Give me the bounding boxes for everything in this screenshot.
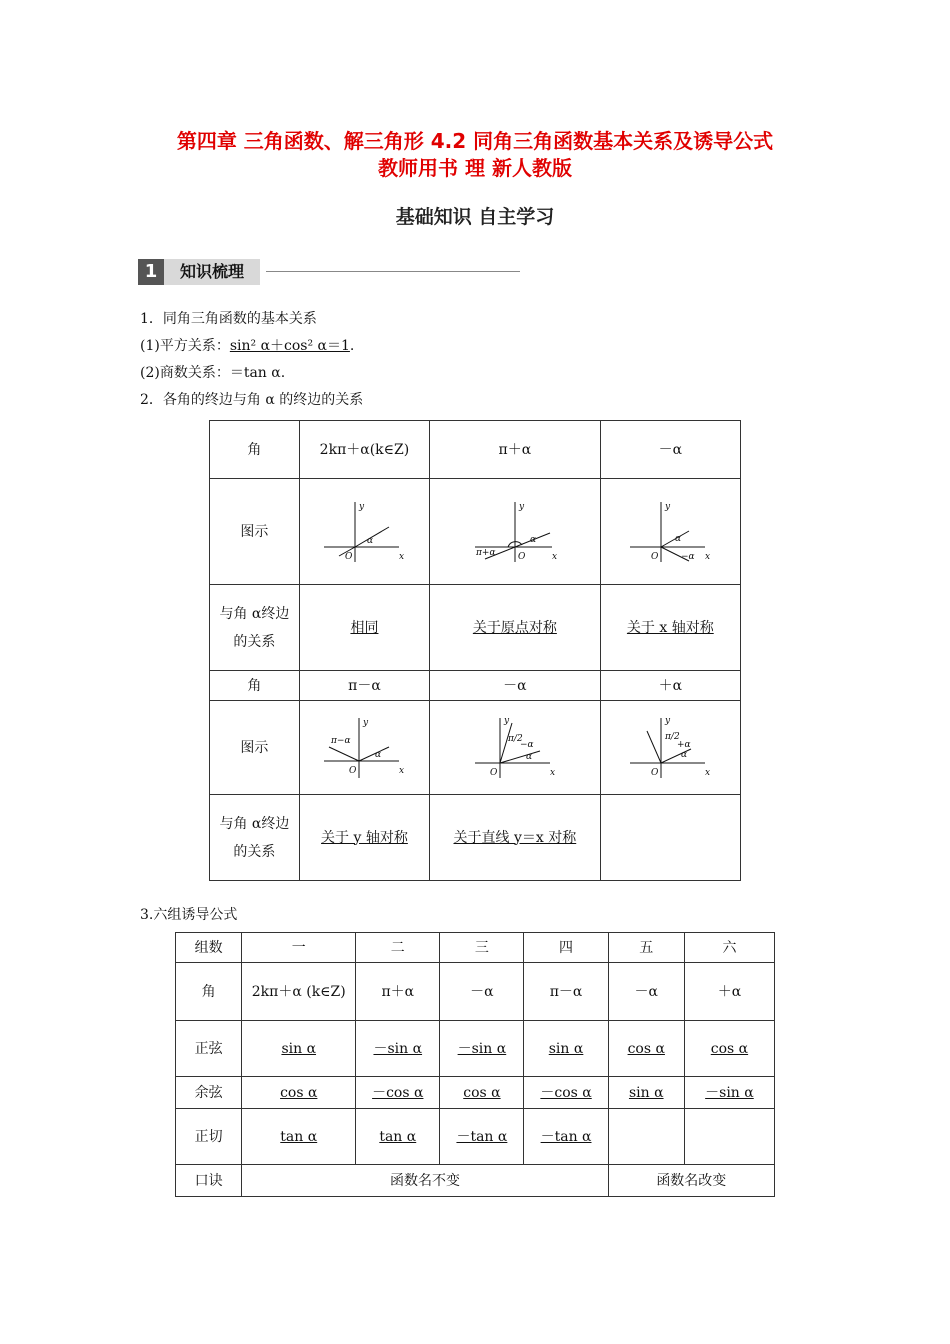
para-terminal-sides: 2．各角的终边与角 α 的终边的关系 xyxy=(140,392,364,408)
para-induction-formulas: 3.六组诱导公式 xyxy=(140,907,238,923)
svg-text:α: α xyxy=(529,534,536,545)
angle-cell: ＋α xyxy=(600,671,740,701)
figure-label: 图示 xyxy=(210,479,300,585)
svg-text:x: x xyxy=(399,765,405,776)
svg-text:α: α xyxy=(375,749,382,760)
sin-cell: sin α xyxy=(524,1021,608,1077)
relation-cell: 关于 x 轴对称 xyxy=(600,585,740,671)
cos-cell: －cos α xyxy=(524,1077,608,1109)
svg-text:y: y xyxy=(359,501,365,512)
svg-text:x: x xyxy=(705,551,711,562)
angle-cell: π＋α xyxy=(430,421,601,479)
svg-text:−α: −α xyxy=(681,551,695,562)
figure-cell xyxy=(299,479,429,585)
subheading: 基础知识 自主学习 xyxy=(395,206,555,228)
para-square-relation: (1)平方关系：sin² α＋cos² α＝1. xyxy=(140,338,355,354)
svg-text:+α: +α xyxy=(677,739,691,750)
svg-text:O: O xyxy=(349,765,357,776)
figure-label: 图示 xyxy=(210,701,300,795)
figure-origin-symmetry xyxy=(470,497,560,567)
para-quotient-relation: (2)商数关系：＝tan α. xyxy=(140,365,286,381)
row-label: 正切 xyxy=(176,1109,242,1165)
tan-cell: tan α xyxy=(356,1109,440,1165)
sin-cell: cos α xyxy=(608,1021,684,1077)
figure-cell xyxy=(600,701,740,795)
svg-text:x: x xyxy=(705,767,711,778)
angle-cell: －α xyxy=(440,963,524,1021)
header-cell: 一 xyxy=(242,933,356,963)
mnemonic-unchanged: 函数名不变 xyxy=(242,1165,608,1197)
angle-cell: ＋α xyxy=(684,963,774,1021)
svg-text:x: x xyxy=(551,551,557,562)
sin-cell: －sin α xyxy=(356,1021,440,1077)
figure-cell xyxy=(600,479,740,585)
svg-text:α: α xyxy=(525,751,532,762)
header-cell: 四 xyxy=(524,933,608,963)
angle-cell: 2kπ＋α(k∈Z) xyxy=(299,421,429,479)
svg-text:x: x xyxy=(549,767,555,778)
svg-text:y: y xyxy=(665,501,671,512)
section-number: 1 xyxy=(138,259,164,285)
angle-label: 角 xyxy=(210,421,300,479)
svg-text:y: y xyxy=(503,715,509,726)
svg-text:α: α xyxy=(367,535,374,546)
mnemonic-changed: 函数名改变 xyxy=(608,1165,774,1197)
relation-cell: 相同 xyxy=(299,585,429,671)
relation-label: 与角 α终边的关系 xyxy=(210,585,300,671)
svg-text:−α: −α xyxy=(519,739,534,750)
figure-x-axis-symmetry xyxy=(625,497,715,567)
relation-cell: 关于直线 y＝x 对称 xyxy=(430,795,601,881)
figure-same-side xyxy=(319,497,409,567)
figure-cell xyxy=(430,479,601,585)
relation-label: 与角 α终边的关系 xyxy=(210,795,300,881)
angle-cell: －α xyxy=(600,421,740,479)
header-cell: 组数 xyxy=(176,933,242,963)
tan-cell: tan α xyxy=(242,1109,356,1165)
svg-text:y: y xyxy=(665,715,671,726)
cos-cell: cos α xyxy=(242,1077,356,1109)
relation-cell xyxy=(600,795,740,881)
tan-cell xyxy=(684,1109,774,1165)
row-label: 口诀 xyxy=(176,1165,242,1197)
para-basic-relations: 1．同角三角函数的基本关系 xyxy=(140,311,317,327)
svg-text:O: O xyxy=(489,767,498,778)
header-cell: 二 xyxy=(356,933,440,963)
svg-text:x: x xyxy=(399,551,405,562)
svg-text:α: α xyxy=(675,533,682,544)
svg-text:π+α: π+α xyxy=(475,547,496,558)
figure-y-axis-symmetry xyxy=(319,713,409,783)
svg-text:y: y xyxy=(363,717,369,728)
angle-label: 角 xyxy=(210,671,300,701)
row-label: 余弦 xyxy=(176,1077,242,1109)
angle-cell: π＋α xyxy=(356,963,440,1021)
figure-cell xyxy=(299,701,429,795)
row-label: 正弦 xyxy=(176,1021,242,1077)
square-formula: sin² α＋cos² α＝1 xyxy=(229,338,350,354)
relation-cell: 关于原点对称 xyxy=(430,585,601,671)
svg-text:α: α xyxy=(681,749,688,760)
angle-cell: π－α xyxy=(299,671,429,701)
svg-text:O: O xyxy=(517,551,526,562)
header-cell: 六 xyxy=(684,933,774,963)
title-line-2: 教师用书 理 新人教版 xyxy=(378,156,572,180)
svg-text:π/2: π/2 xyxy=(507,733,523,744)
svg-text:π/2: π/2 xyxy=(665,731,681,742)
tan-cell xyxy=(608,1109,684,1165)
cos-cell: sin α xyxy=(608,1077,684,1109)
sin-cell: －sin α xyxy=(440,1021,524,1077)
sin-cell: sin α xyxy=(242,1021,356,1077)
angle-cell: －α xyxy=(608,963,684,1021)
title-line-1: 第四章 三角函数、解三角形 4.2 同角三角函数基本关系及诱导公式 xyxy=(176,129,774,153)
svg-text:O: O xyxy=(345,551,353,562)
section-label: 知识梳理 xyxy=(164,259,260,285)
figure-half-pi-plus xyxy=(625,713,715,783)
cos-cell: －sin α xyxy=(684,1077,774,1109)
header-cell: 五 xyxy=(608,933,684,963)
angle-cell: －α xyxy=(430,671,601,701)
terminal-side-table xyxy=(209,420,741,881)
relation-cell: 关于 y 轴对称 xyxy=(299,795,429,881)
cos-cell: －cos α xyxy=(356,1077,440,1109)
angle-cell: 2kπ＋α (k∈Z) xyxy=(242,963,356,1021)
svg-text:O: O xyxy=(651,551,659,562)
svg-text:O: O xyxy=(651,767,659,778)
header-cell: 三 xyxy=(440,933,524,963)
svg-text:π−α: π−α xyxy=(331,735,351,746)
angle-cell: π－α xyxy=(524,963,608,1021)
section-rule xyxy=(266,271,520,272)
figure-line-y-x-symmetry xyxy=(470,713,560,783)
figure-cell xyxy=(430,701,601,795)
tan-cell: －tan α xyxy=(440,1109,524,1165)
tan-cell: －tan α xyxy=(524,1109,608,1165)
sin-cell: cos α xyxy=(684,1021,774,1077)
row-label: 角 xyxy=(176,963,242,1021)
cos-cell: cos α xyxy=(440,1077,524,1109)
svg-text:y: y xyxy=(518,501,524,512)
induction-formula-table xyxy=(175,932,775,1197)
